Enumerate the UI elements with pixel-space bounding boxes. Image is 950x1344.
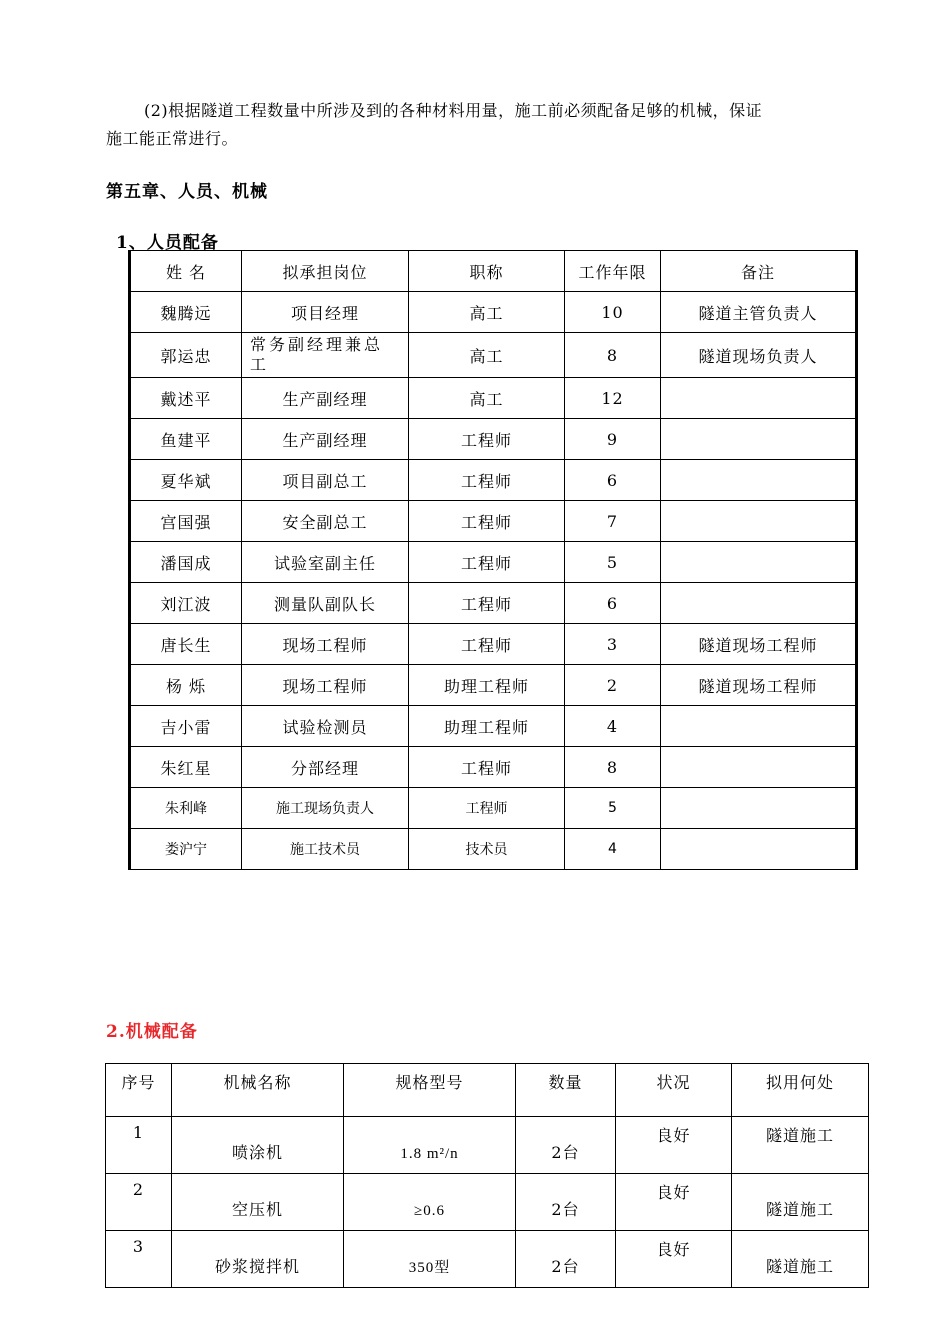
table-cell bbox=[661, 501, 857, 542]
intro-line-1: (2)根据隧道工程数量中所涉及到的各种材料用量，施工前必须配备足够的机械，保证 bbox=[144, 101, 763, 120]
intro-line-2: 施工能正常进行。 bbox=[106, 129, 239, 148]
table-row bbox=[130, 501, 857, 542]
table-cell bbox=[661, 583, 857, 624]
personnel-table bbox=[128, 250, 858, 870]
table-cell: 1.8 m²/n bbox=[344, 1117, 516, 1174]
table-cell bbox=[661, 706, 857, 747]
table-cell: 工程师 bbox=[409, 460, 565, 501]
table-cell: 隧道现场负责人 bbox=[661, 333, 857, 378]
table-row bbox=[130, 419, 857, 460]
table-row bbox=[130, 333, 857, 378]
table-cell: 娄沪宁 bbox=[130, 829, 242, 870]
table-cell: 9 bbox=[565, 419, 661, 460]
column-header: 备注 bbox=[661, 251, 857, 292]
table-cell: 常务副经理兼总工 bbox=[242, 333, 409, 378]
column-header: 拟承担岗位 bbox=[242, 251, 409, 292]
table-cell: 8 bbox=[565, 333, 661, 378]
table-row bbox=[130, 788, 857, 829]
machinery-section-title: 2.机械配备 bbox=[106, 1022, 198, 1042]
table-cell: 2 bbox=[565, 665, 661, 706]
table-cell: 隧道施工 bbox=[732, 1117, 869, 1174]
table-cell bbox=[661, 542, 857, 583]
table-cell: 350型 bbox=[344, 1231, 516, 1288]
table-cell: 6 bbox=[565, 583, 661, 624]
table-cell: ≥0.6 bbox=[344, 1174, 516, 1231]
table-cell: 工程师 bbox=[409, 419, 565, 460]
table-cell: 5 bbox=[565, 788, 661, 829]
table-cell: 吉小雷 bbox=[130, 706, 242, 747]
table-cell: 8 bbox=[565, 747, 661, 788]
column-header: 数量 bbox=[516, 1064, 616, 1117]
table-cell: 夏华斌 bbox=[130, 460, 242, 501]
table-cell: 工程师 bbox=[409, 624, 565, 665]
table-cell: 1 bbox=[106, 1117, 172, 1174]
table-cell: 生产副经理 bbox=[242, 378, 409, 419]
table-cell: 潘国成 bbox=[130, 542, 242, 583]
table-cell: 朱利峰 bbox=[130, 788, 242, 829]
table-row bbox=[130, 624, 857, 665]
table-row bbox=[130, 378, 857, 419]
table-cell: 工程师 bbox=[409, 583, 565, 624]
table-cell: 杨 烁 bbox=[130, 665, 242, 706]
table-cell: 分部经理 bbox=[242, 747, 409, 788]
table-cell: 工程师 bbox=[409, 542, 565, 583]
table-cell: 良好 bbox=[616, 1117, 732, 1174]
table-cell: 工程师 bbox=[409, 747, 565, 788]
table-cell bbox=[661, 788, 857, 829]
machinery-table bbox=[105, 1063, 869, 1288]
table-cell: 5 bbox=[565, 542, 661, 583]
table-cell: 生产副经理 bbox=[242, 419, 409, 460]
table-cell: 高工 bbox=[409, 378, 565, 419]
table-cell: 4 bbox=[565, 706, 661, 747]
table-cell bbox=[661, 419, 857, 460]
table-header-row bbox=[130, 251, 857, 292]
column-header: 职称 bbox=[409, 251, 565, 292]
table-cell: 2台 bbox=[516, 1231, 616, 1288]
table-cell bbox=[661, 378, 857, 419]
table-cell: 良好 bbox=[616, 1174, 732, 1231]
table-cell: 现场工程师 bbox=[242, 624, 409, 665]
table-cell: 7 bbox=[565, 501, 661, 542]
personnel-section-title: 1、人员配备 bbox=[116, 233, 219, 253]
table-cell: 12 bbox=[565, 378, 661, 419]
table-row bbox=[106, 1174, 869, 1231]
table-row bbox=[130, 460, 857, 501]
table-cell: 2台 bbox=[516, 1117, 616, 1174]
table-cell: 戴述平 bbox=[130, 378, 242, 419]
table-cell: 施工技术员 bbox=[242, 829, 409, 870]
table-row bbox=[130, 747, 857, 788]
table-cell: 2台 bbox=[516, 1174, 616, 1231]
table-row bbox=[130, 542, 857, 583]
table-cell: 项目副总工 bbox=[242, 460, 409, 501]
column-header: 机械名称 bbox=[172, 1064, 344, 1117]
table-cell: 工程师 bbox=[409, 788, 565, 829]
intro-paragraph bbox=[106, 97, 866, 153]
table-cell: 助理工程师 bbox=[409, 706, 565, 747]
table-cell: 魏腾远 bbox=[130, 292, 242, 333]
table-cell: 隧道现场工程师 bbox=[661, 624, 857, 665]
table-row bbox=[130, 665, 857, 706]
table-cell: 测量队副队长 bbox=[242, 583, 409, 624]
column-header: 状况 bbox=[616, 1064, 732, 1117]
table-cell: 隧道主管负责人 bbox=[661, 292, 857, 333]
table-row bbox=[130, 583, 857, 624]
table-cell: 隧道施工 bbox=[732, 1231, 869, 1288]
table-cell: 良好 bbox=[616, 1231, 732, 1288]
table-row bbox=[130, 706, 857, 747]
table-cell: 3 bbox=[106, 1231, 172, 1288]
table-cell: 现场工程师 bbox=[242, 665, 409, 706]
table-cell: 试验室副主任 bbox=[242, 542, 409, 583]
table-row bbox=[106, 1231, 869, 1288]
table-cell: 空压机 bbox=[172, 1174, 344, 1231]
table-cell bbox=[661, 460, 857, 501]
table-cell: 宫国强 bbox=[130, 501, 242, 542]
table-row bbox=[130, 829, 857, 870]
table-cell: 助理工程师 bbox=[409, 665, 565, 706]
chapter-title: 第五章、人员、机械 bbox=[106, 182, 268, 202]
table-cell: 3 bbox=[565, 624, 661, 665]
table-row bbox=[130, 292, 857, 333]
table-cell: 工程师 bbox=[409, 501, 565, 542]
table-cell: 试验检测员 bbox=[242, 706, 409, 747]
table-cell: 10 bbox=[565, 292, 661, 333]
table-header-row bbox=[106, 1064, 869, 1117]
column-header: 姓 名 bbox=[130, 251, 242, 292]
table-cell bbox=[661, 829, 857, 870]
table-cell: 喷涂机 bbox=[172, 1117, 344, 1174]
table-cell: 鱼建平 bbox=[130, 419, 242, 460]
table-cell: 隧道现场工程师 bbox=[661, 665, 857, 706]
column-header: 序号 bbox=[106, 1064, 172, 1117]
table-cell: 郭运忠 bbox=[130, 333, 242, 378]
table-row bbox=[106, 1117, 869, 1174]
table-cell: 隧道施工 bbox=[732, 1174, 869, 1231]
table-cell: 砂浆搅拌机 bbox=[172, 1231, 344, 1288]
table-cell: 朱红星 bbox=[130, 747, 242, 788]
table-cell: 刘江波 bbox=[130, 583, 242, 624]
table-cell: 唐长生 bbox=[130, 624, 242, 665]
table-cell: 高工 bbox=[409, 292, 565, 333]
table-cell: 高工 bbox=[409, 333, 565, 378]
table-cell: 安全副总工 bbox=[242, 501, 409, 542]
table-cell: 4 bbox=[565, 829, 661, 870]
table-cell: 项目经理 bbox=[242, 292, 409, 333]
column-header: 规格型号 bbox=[344, 1064, 516, 1117]
table-cell: 6 bbox=[565, 460, 661, 501]
table-cell: 2 bbox=[106, 1174, 172, 1231]
table-cell: 施工现场负责人 bbox=[242, 788, 409, 829]
table-cell: 技术员 bbox=[409, 829, 565, 870]
table-cell bbox=[661, 747, 857, 788]
column-header: 工作年限 bbox=[565, 251, 661, 292]
column-header: 拟用何处 bbox=[732, 1064, 869, 1117]
